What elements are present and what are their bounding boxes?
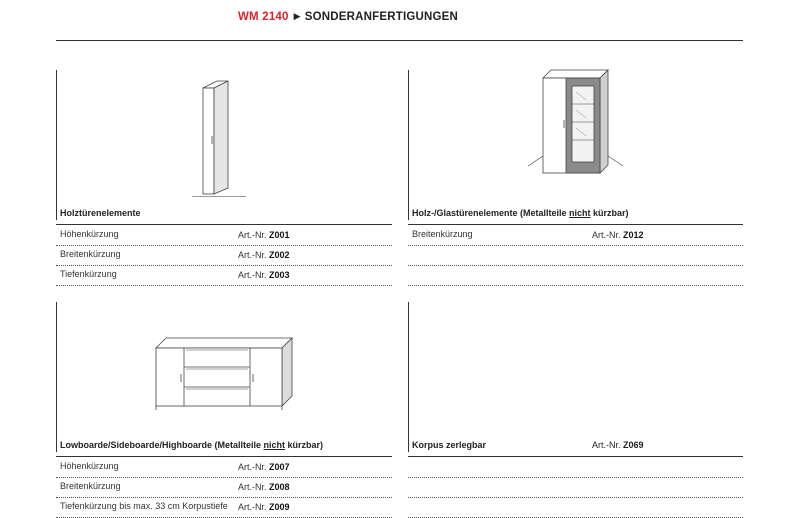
play-arrow-icon: ▶: [293, 11, 301, 21]
row-art-number: Art.-Nr. Z001: [238, 230, 290, 240]
heading-rule: [408, 224, 743, 225]
panel-wood-door-elements: [56, 70, 392, 285]
table-row: [56, 246, 392, 266]
panel-heading: Lowboarde/Sideboarde/Highboarde (Metallteile nicht kürzbar): [60, 440, 324, 450]
empty-row: [408, 266, 743, 286]
page-header: [238, 11, 458, 23]
glass-cabinet-illustration: [526, 70, 626, 180]
page-title: SONDERANFERTIGUNGEN: [304, 11, 459, 23]
table-row: [408, 226, 743, 246]
row-art-number: Art.-Nr. Z012: [592, 230, 644, 240]
heading-rule: [56, 456, 392, 457]
tall-cabinet-illustration: [191, 78, 251, 208]
sideboard-illustration: [146, 330, 296, 414]
row-label: Breitenkürzung: [60, 481, 121, 491]
table-row: [56, 458, 392, 478]
empty-row: [408, 498, 743, 518]
row-art-number: Art.-Nr. Z007: [238, 462, 290, 472]
row-label: Tiefenkürzung bis max. 33 cm Korpustiefe: [60, 501, 228, 511]
panel-lowboards-sideboards: [56, 302, 392, 518]
table-row: [56, 266, 392, 286]
row-label: Höhenkürzung: [60, 461, 119, 471]
row-art-number: Art.-Nr. Z002: [238, 250, 290, 260]
panel-heading: Holz-/Glastürenelemente (Metallteile nicht kürzbar): [412, 208, 629, 218]
panel-left-border: [408, 70, 409, 220]
panel-wood-glass-door-elements: [408, 70, 743, 285]
row-label: Tiefenkürzung: [60, 269, 117, 279]
panel-left-border: [56, 70, 57, 220]
row-label: Breitenkürzung: [60, 249, 121, 259]
table-row: [56, 226, 392, 246]
row-label: Breitenkürzung: [412, 229, 473, 239]
cabinet-base-line: [192, 196, 246, 197]
panel-heading: Holztürenelemente: [60, 208, 141, 218]
panel-heading: Korpus zerlegbar: [412, 440, 487, 450]
panel-carcass-dismountable: [408, 302, 743, 518]
row-art-number: Art.-Nr. Z003: [238, 270, 290, 280]
header-divider: [56, 40, 743, 41]
model-code: WM 2140: [238, 11, 289, 23]
panel-left-border: [408, 302, 409, 452]
table-row: [56, 478, 392, 498]
empty-row: [408, 478, 743, 498]
heading-rule: [408, 456, 743, 457]
heading-art-number: Art.-Nr. Z069: [592, 440, 644, 450]
heading-rule: [56, 224, 392, 225]
row-label: Höhenkürzung: [60, 229, 119, 239]
empty-row: [408, 458, 743, 478]
table-row: [56, 498, 392, 518]
row-art-number: Art.-Nr. Z008: [238, 482, 290, 492]
row-art-number: Art.-Nr. Z009: [238, 502, 290, 512]
empty-row: [408, 246, 743, 266]
panel-left-border: [56, 302, 57, 452]
